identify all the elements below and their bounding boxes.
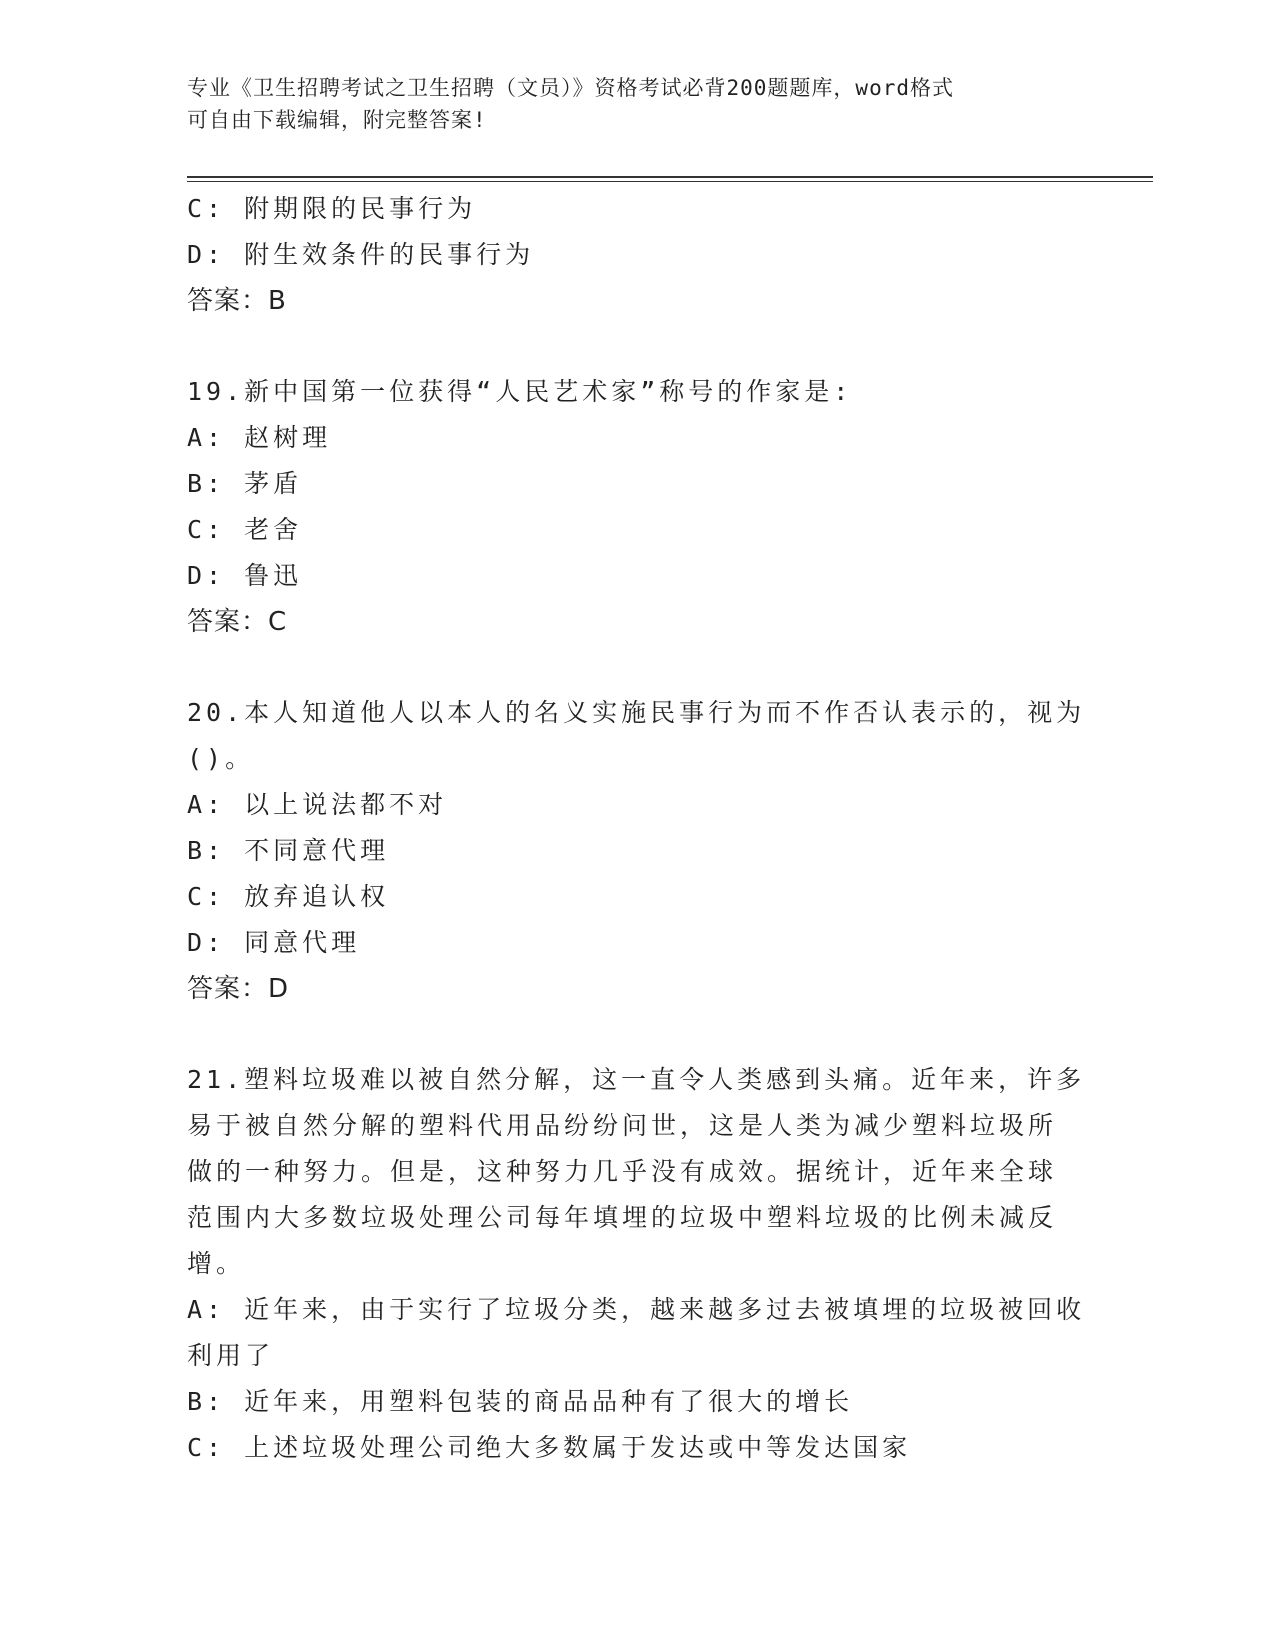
question-block-previous: [187, 186, 1077, 324]
spacer: [187, 1012, 1077, 1057]
option-b: B: 茅盾: [187, 469, 303, 498]
header-divider-thin: [187, 181, 1153, 182]
question-stem-line-2: 易于被自然分解的塑料代用品纷纷问世，这是人类为减少塑料垃圾所: [187, 1111, 1058, 1140]
header-line-1: 专业《卫生招聘考试之卫生招聘（文员）》资格考试必背200题题库，word格式: [187, 76, 954, 100]
question-stem-line-3: 做的一种努力。但是，这种努力几乎没有成效。据统计，近年来全球: [187, 1157, 1058, 1186]
option-c: C: 附期限的民事行为: [187, 194, 477, 223]
header-line-2: 可自由下载编辑，附完整答案!: [187, 108, 487, 132]
option-d: D: 附生效条件的民事行为: [187, 240, 535, 269]
spacer: [187, 645, 1077, 690]
option-c: C: 老舍: [187, 515, 303, 544]
answer-line: 答案：D: [187, 974, 290, 1004]
option-d: D: 鲁迅: [187, 561, 303, 590]
header-divider-thick: [187, 176, 1153, 178]
question-stem-line-1: 21.塑料垃圾难以被自然分解，这一直令人类感到头痛。近年来，许多: [187, 1065, 1086, 1094]
option-c: C: 上述垃圾处理公司绝大多数属于发达或中等发达国家: [187, 1433, 912, 1462]
question-stem-line-5: 增。: [187, 1249, 246, 1278]
spacer: [187, 324, 1077, 369]
question-stem-line-1: 20.本人知道他人以本人的名义实施民事行为而不作否认表示的，视为: [187, 698, 1086, 727]
question-content: [187, 186, 1086, 1471]
option-a: A: 以上说法都不对: [187, 790, 448, 819]
option-a-line-1: A: 近年来，由于实行了垃圾分类，越来越多过去被填埋的垃圾被回收: [187, 1295, 1086, 1324]
option-a-line-2: 利用了: [187, 1341, 275, 1370]
question-block-20: [187, 690, 1086, 1012]
option-b: B: 近年来，用塑料包装的商品品种有了很大的增长: [187, 1387, 854, 1416]
answer-line: 答案：C: [187, 607, 288, 637]
option-c: C: 放弃追认权: [187, 882, 390, 911]
question-stem: 19.新中国第一位获得“人民艺术家”称号的作家是:: [187, 377, 853, 406]
option-a: A: 赵树理: [187, 423, 332, 452]
option-d: D: 同意代理: [187, 928, 361, 957]
document-header: [187, 72, 1067, 136]
question-stem-line-4: 范围内大多数垃圾处理公司每年填埋的垃圾中塑料垃圾的比例未减反: [187, 1203, 1058, 1232]
answer-line: 答案：B: [187, 286, 287, 316]
question-block-19: [187, 369, 1077, 645]
option-b: B: 不同意代理: [187, 836, 390, 865]
question-block-21: [187, 1057, 1086, 1471]
question-stem-line-2: ()。: [187, 744, 255, 773]
